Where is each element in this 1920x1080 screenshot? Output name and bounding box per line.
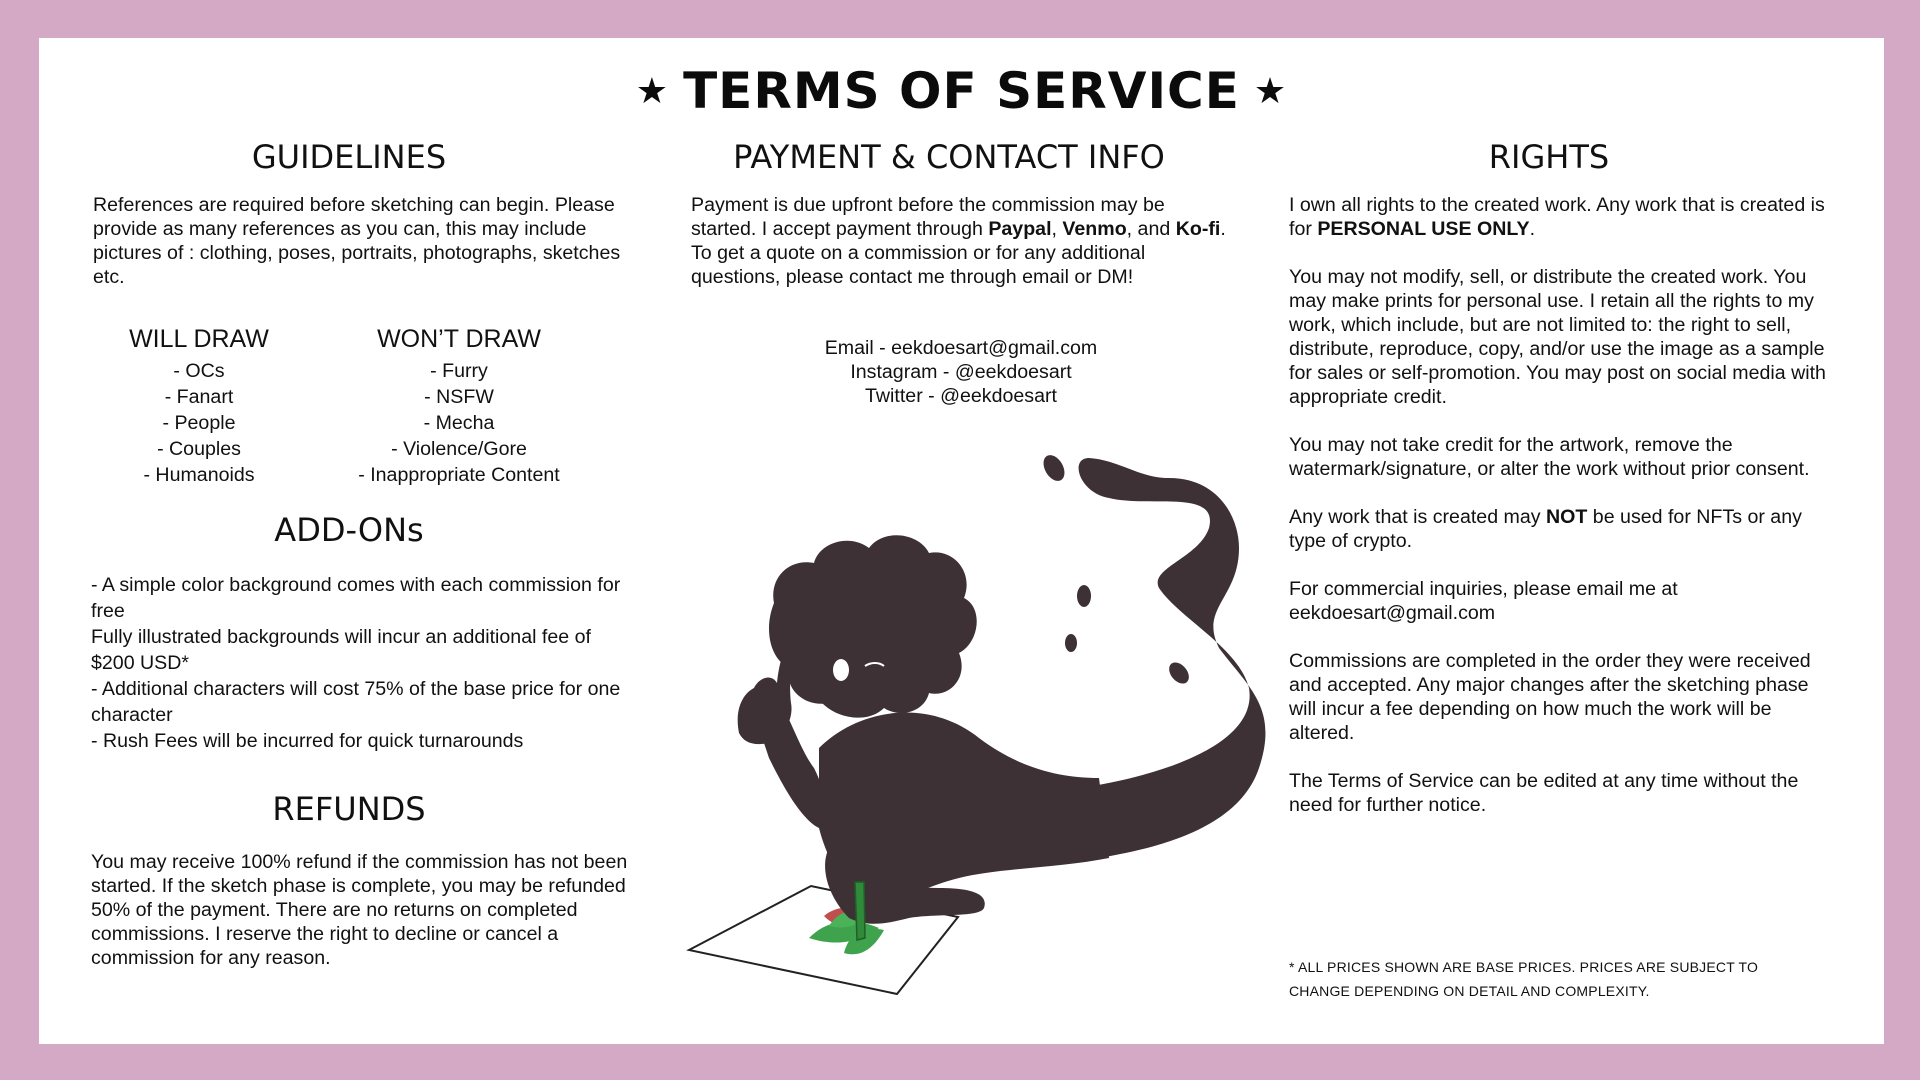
rights-paragraph [1289,505,1834,553]
wont-draw-heading: WON’T DRAW [377,325,541,353]
will-draw-item: - Fanart [164,386,234,408]
tail-droplet [1039,451,1069,484]
wont-draw-item: - NSFW [424,386,494,408]
page-title-text: TERMS OF SERVICE [683,62,1240,120]
star-icon-left: ★ [635,71,670,112]
wont-draw-item: - Inappropriate Content [358,464,560,486]
addons-line: Fully illustrated backgrounds will incur an additional fee of $200 USD* [91,626,591,674]
green-pen [855,882,865,940]
rights-paragraph: For commercial inquiries, please email me at eekdoesart@gmail.com [1289,578,1678,624]
payment-text-part: , [1051,218,1063,240]
rights-paragraph: Commissions are completed in the order they were received and accepted. Any major changes after the sketching phase will incur a fee depending on how much the work will be altered. [1289,650,1811,744]
will-draw-item: - Couples [157,438,241,460]
personal-use-only-label: PERSONAL USE ONLY [1317,218,1530,240]
character-eye [833,659,849,681]
addons-list [91,572,631,754]
tail-droplet [1065,634,1077,652]
page-title [39,62,1884,120]
rights-paragraph [1289,193,1834,241]
contact-list [691,336,1231,408]
contact-email: Email - eekdoesart@gmail.com [824,337,1098,359]
contact-instagram: Instagram - @eekdoesart [850,361,1072,383]
addons-line: - A simple color background comes with each commission for free [91,574,621,622]
wont-draw-list [324,321,594,488]
wont-draw-item: - Violence/Gore [391,438,527,460]
payment-heading: PAYMENT & CONTACT INFO [733,138,1165,176]
will-draw-item: - Humanoids [143,464,255,486]
refunds-heading: REFUNDS [272,790,426,828]
will-draw-item: - People [162,412,236,434]
rights-heading: RIGHTS [1488,138,1610,176]
rights-paragraph: You may not modify, sell, or distribute the created work. You may make prints for personal use. I retain all the rights to my work, which include, but are not limited to: the right to sell, distribute, reproduce, copy, and/or use the image as a sample for sales or self-promotion. You may post on social media with appropriate credit. [1289,266,1826,408]
addons-heading: ADD-ONs [274,511,424,549]
payment-text-part: . To get a quote on a commission or for any additional questions, please contact me through email or DM! [691,218,1226,288]
rights-text [1289,193,1834,817]
rights-text-part: . [1529,218,1536,240]
price-footnote: * ALL PRICES SHOWN ARE BASE PRICES. PRICES ARE SUBJECT TO CHANGE DEPENDING ON DETAIL AND COMPLEXITY. [1289,959,1759,999]
guidelines-heading: GUIDELINES [251,138,447,176]
artist-character-illustration [679,448,1279,1008]
tail-droplet [1165,659,1193,688]
rights-text-part: Any work that is created may [1289,506,1546,528]
wont-draw-item: - Mecha [423,412,495,434]
will-draw-list [89,321,309,488]
payment-text [691,193,1231,289]
wont-draw-item: - Furry [430,360,488,382]
contact-twitter: Twitter - @eekdoesart [865,385,1057,407]
rights-paragraph: The Terms of Service can be edited at any time without the need for further notice. [1289,770,1799,816]
guidelines-text: References are required before sketching can begin. Please provide as many references as you can, this may include pictures of : clothing, poses, portraits, photographs, sketches etc. [93,194,621,288]
addons-line: - Additional characters will cost 75% of the base price for one character [91,678,621,726]
refunds-text: You may receive 100% refund if the commission has not been started. If the sketch phase is complete, you may be refunded 50% of the payment. There are no returns on completed commissions. I reserve the right to decline or cancel a commission for any reason. [91,851,628,969]
tail-droplet [1077,585,1091,607]
payment-text-part: , and [1126,218,1176,240]
rights-text-part: be used for NFTs or any type of crypto. [1289,506,1802,552]
paypal-label: Paypal [988,218,1052,240]
addons-line: - Rush Fees will be incurred for quick turnarounds [91,730,524,752]
rights-paragraph: You may not take credit for the artwork, remove the watermark/signature, or alter the work without prior consent. [1289,434,1810,480]
payment-text-part: Payment is due upfront before the commission may be started. I accept payment through [691,194,1165,240]
not-label: NOT [1546,506,1588,528]
tos-sheet [39,38,1884,1044]
will-draw-heading: WILL DRAW [129,325,269,353]
star-icon-right: ★ [1253,71,1288,112]
character-tail [1079,458,1266,858]
venmo-label: Venmo [1062,218,1127,240]
rights-text-part: I own all rights to the created work. Any work that is created is for [1289,194,1825,240]
will-draw-item: - OCs [173,360,225,382]
kofi-label: Ko-fi [1175,218,1221,240]
